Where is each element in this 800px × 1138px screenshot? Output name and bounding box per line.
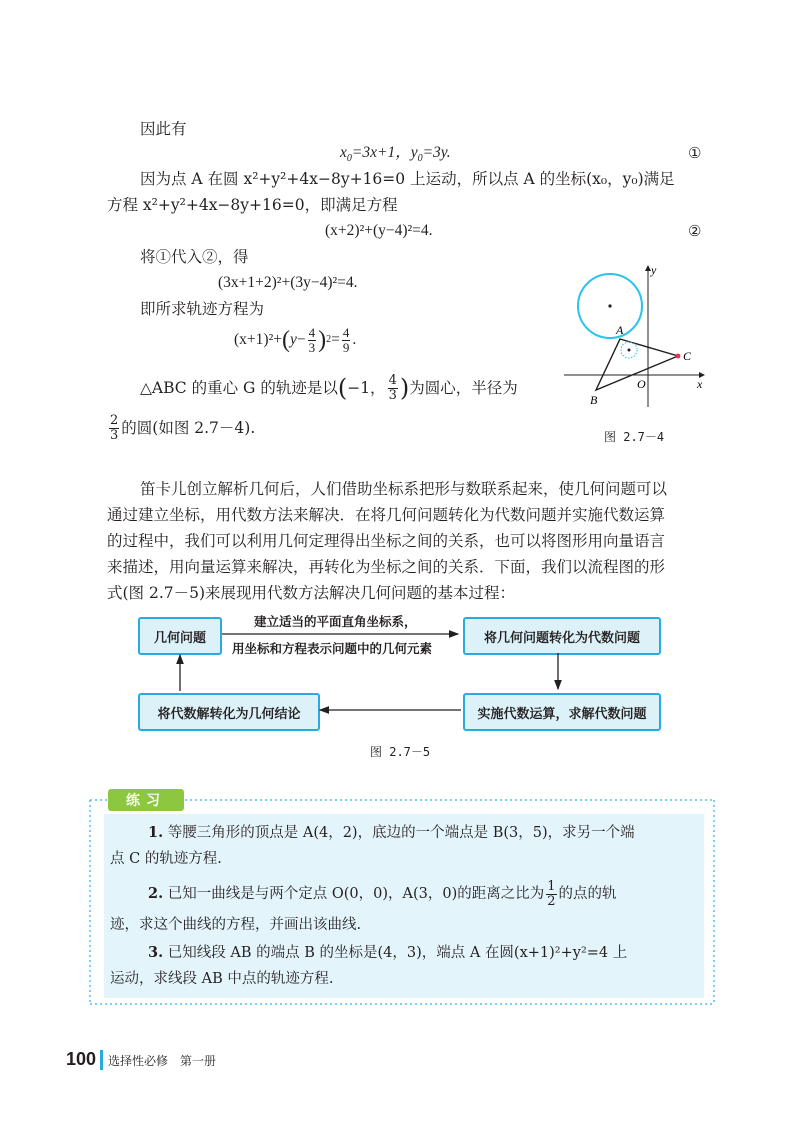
body-line-1: 笛卡儿创立解析几何后，人们借助坐标系把形与数联系起来，使几何问题可以	[140, 480, 668, 498]
y-axis-label: y	[651, 263, 657, 277]
flow-box-solve-algebra: 实施代数运算，求解代数问题	[463, 693, 661, 731]
exercise-1-line-2: 点 C 的轨迹方程.	[110, 851, 222, 867]
flow-arrow-label-bottom: 用坐标和方程表示问题中的几何元素	[232, 641, 433, 656]
figure-2-7-4-caption: 图 2.7－4	[604, 430, 665, 444]
x-axis-label: x	[697, 377, 703, 391]
equation-3: (3x+1+2)²+(3y−4)²=4.	[218, 274, 358, 291]
paragraph-1-line-2: 方程 x²+y²+4x−8y+16=0，即满足方程	[107, 196, 398, 214]
figure-2-7-5-caption: 图 2.7－5	[370, 745, 431, 759]
intro-text: 因此有	[140, 120, 187, 138]
footer-divider	[100, 1050, 103, 1070]
label-A: A	[616, 323, 624, 337]
exercise-2-line-2: 迹，求这个曲线的方程，并画出该曲线.	[110, 917, 362, 933]
equation-2-label: ②	[688, 222, 702, 240]
body-line-4: 来描述，用向量运算来解决，再转化为坐标之间的关系．下面，我们以流程图的形	[107, 558, 666, 576]
book-title: 选择性必修 第一册	[108, 1054, 217, 1068]
flow-arrow-label-top: 建立适当的平面直角坐标系，	[254, 614, 417, 629]
label-C: C	[683, 349, 692, 363]
equation-1: $x_0=3x+1$，$y_0=3y$.	[340, 144, 451, 165]
label-B: B	[590, 393, 598, 407]
body-line-3: 的过程中，我们可以利用几何定理得出坐标之间的关系，也可以将图形用向量语言	[107, 532, 666, 550]
body-line-5: 式(图 2.7－5)来展现用代数方法解决几何问题的基本过程：	[107, 584, 516, 602]
equation-1-label: ①	[688, 144, 702, 162]
equation-4: (x+1)²+ ( y − $\frac{4}{3}$ ) 2 = $\frac{4}{9}$ .	[234, 324, 357, 355]
paragraph-1-line-1: 因为点 A 在圆 x²+y²+4x−8y+16=0 上运动，所以点 A 的坐标(x₀，y₀)满足	[140, 170, 675, 188]
exercise-3-line-1: 3. 已知线段 AB 的端点 B 的坐标是(4，3)，端点 A 在圆(x+1)²+y²=4 上	[148, 944, 628, 961]
paragraph-4: △ABC 的重心 G 的轨迹是以 ( −1， $\frac{4}{3}$ ) 为圆心，半径为	[140, 372, 518, 403]
exercise-2-line-1: 2. 已知一曲线是与两个定点 O(0，0)，A(3，0)的距离之比为 $\frac{1}{2}$ 的点的轨	[148, 878, 617, 909]
paragraph-3: 即所求轨迹方程为	[140, 300, 265, 318]
body-line-2: 通过建立坐标，用代数方法来解决．在将几何问题转化为代数问题并实施代数运算	[107, 506, 666, 524]
flow-box-convert-to-algebra: 将几何问题转化为代数问题	[463, 617, 661, 655]
page-number: 100	[66, 1049, 97, 1069]
paragraph-2: 将①代入②，得	[140, 248, 249, 266]
equation-2: (x+2)²+(y−4)²=4.	[325, 222, 433, 239]
origin-label: O	[637, 377, 646, 391]
exercise-title: 练习	[108, 789, 184, 811]
flow-box-convert-to-geometry: 将代数解转化为几何结论	[138, 693, 320, 731]
exercise-1-line-1: 1. 等腰三角形的顶点是 A(4，2)，底边的一个端点是 B(3，5)，求另一个端	[148, 824, 635, 841]
exercise-3-line-2: 运动，求线段 AB 中点的轨迹方程.	[110, 971, 334, 987]
paragraph-4-tail: $\frac{2}{3}$ 的圆(如图 2.7－4).	[110, 412, 256, 443]
flow-box-geometry-problem: 几何问题	[138, 617, 222, 655]
